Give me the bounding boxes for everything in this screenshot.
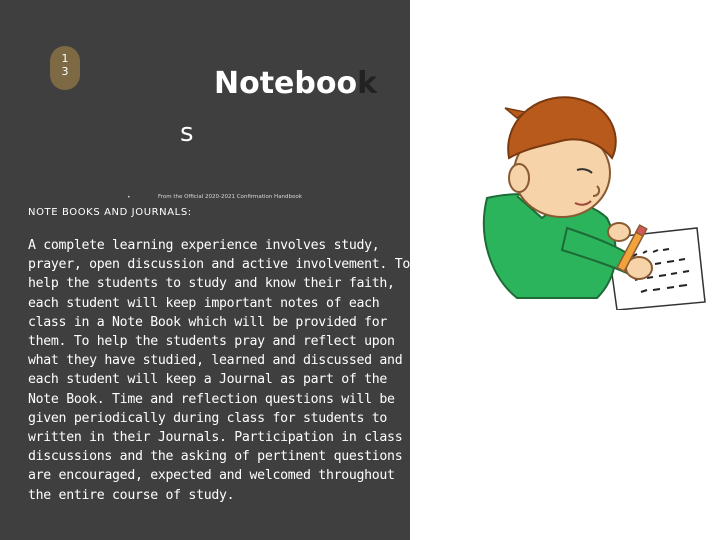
boy-writing-icon	[447, 78, 707, 310]
bullet-icon: •	[127, 194, 131, 201]
page-number: 1 3	[61, 52, 69, 78]
section-heading: NOTE BOOKS AND JOURNALS:	[28, 207, 192, 218]
other-hand	[608, 223, 630, 241]
page-number-badge	[50, 46, 80, 90]
body-text: A complete learning experience involves study, prayer, open discussion and active involvement. To help the students to study and know their faith, each student will keep important notes of each class in a Note Book which will be provided for them. To help the students pray and reflect upon what they have studied, learned and discussed and each student will keep a Journal as part of the Note Book. Time and reflection questions will be given periodically during class for students to written in their Journals. Participation in class discussions and the asking of pertinent questions are encouraged, expected and welcomed throughout the entire course of study.	[28, 238, 410, 503]
title-main: Noteboo	[214, 66, 358, 101]
title-tail: k	[357, 66, 378, 101]
slide-title	[214, 66, 377, 101]
slide-title-continued: s	[180, 118, 194, 148]
ear	[509, 164, 529, 192]
source-note: From the Official 2020-2021 Confirmation Handbook	[158, 194, 302, 200]
